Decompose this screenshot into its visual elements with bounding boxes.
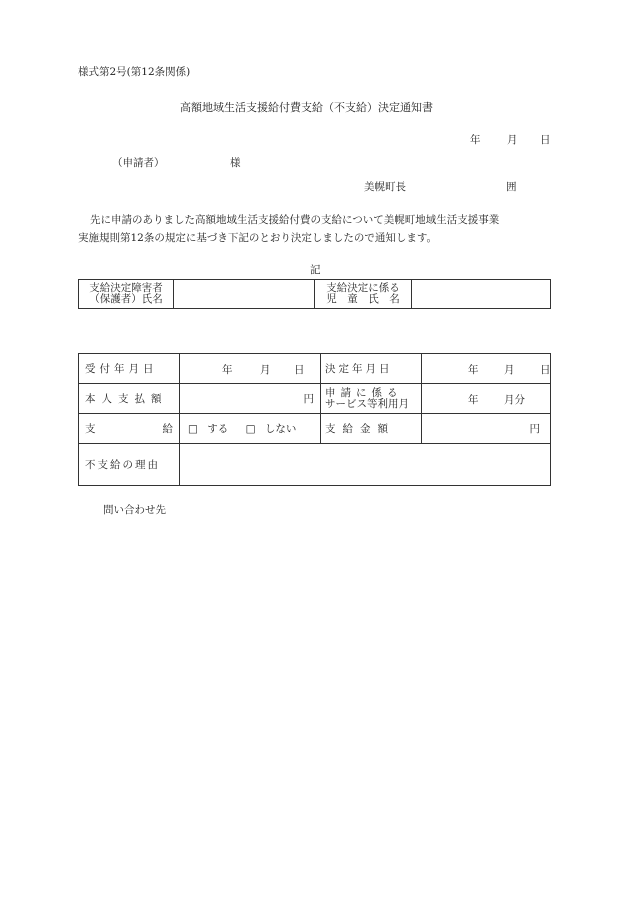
self-payment-field[interactable] [180, 384, 321, 414]
payment-label-right: 給 [162, 423, 173, 435]
body-text-line-2: 実施規則第12条の規定に基づき下記のとおり決定しましたので通知します。 [78, 232, 438, 244]
service-month-portion: 月分 [504, 393, 525, 406]
payment-yes-checkbox[interactable]: □ [188, 423, 198, 435]
applicant-table [78, 279, 551, 309]
child-name-field[interactable] [412, 280, 551, 309]
self-payment-label: 本人支払額 [79, 384, 180, 414]
decision-table [78, 353, 551, 486]
date-year: 年 [470, 134, 481, 146]
guardian-label-line-2: （保護者）氏名 [89, 293, 163, 305]
child-name-label [315, 280, 412, 309]
form-number: 様式第2号(第12条関係) [78, 66, 191, 78]
service-month-label [321, 384, 422, 414]
decision-year: 年 [468, 363, 479, 376]
decision-date-label: 決定年月日 [321, 354, 422, 384]
receipt-day: 日 [294, 363, 305, 376]
payment-yes-label: する [207, 423, 229, 435]
decision-month: 月 [504, 363, 515, 376]
decision-day: 日 [540, 363, 551, 376]
payment-label-left: 支 [85, 423, 96, 435]
payment-no-checkbox[interactable]: □ [245, 423, 256, 435]
guardian-name-label [79, 280, 174, 309]
service-month-label-line-2: サービス等利用月 [325, 397, 409, 410]
body-text-line-1: 先に申請のありました高額地域生活支援給付費の支給について美幌町地域生活支援事業 [90, 214, 500, 226]
guardian-name-field[interactable] [174, 280, 315, 309]
rejection-reason-label: 不支給の理由 [79, 444, 180, 486]
child-label-line-1: 支給決定に係る [326, 282, 400, 294]
ki-heading: 記 [310, 264, 321, 276]
inquiry-label: 問い合わせ先 [103, 504, 166, 516]
service-month-label-line-1: 申請に係る [325, 386, 403, 399]
service-month-field[interactable] [422, 384, 551, 414]
issuer-name: 美幌町長 [364, 181, 406, 193]
child-label-line-2: 児 童 氏 名 [326, 293, 400, 305]
date-month: 月 [507, 134, 518, 146]
receipt-year: 年 [222, 363, 233, 376]
decision-date-field[interactable] [422, 354, 551, 384]
rejection-reason-field[interactable] [180, 444, 551, 486]
issuer-seal: 囲 [506, 181, 517, 193]
payment-amount-yen: 円 [529, 423, 540, 435]
service-year: 年 [468, 393, 479, 406]
document-title: 高額地域生活支援給付費支給（不支給）決定通知書 [180, 101, 433, 114]
payment-label [79, 414, 180, 444]
receipt-date-label: 受付年月日 [79, 354, 180, 384]
guardian-label-line-1: 支給決定障害者 [89, 282, 163, 294]
self-payment-yen: 円 [303, 393, 314, 405]
payment-amount-label: 支給金額 [321, 414, 422, 444]
applicant-label: （申請者） [112, 157, 165, 169]
receipt-date-field[interactable] [180, 354, 321, 384]
payment-options [180, 414, 321, 444]
applicant-honorific: 様 [230, 157, 241, 169]
payment-amount-field[interactable] [422, 414, 551, 444]
receipt-month: 月 [260, 363, 271, 376]
date-day: 日 [540, 134, 551, 146]
payment-no-label: しない [264, 423, 297, 435]
